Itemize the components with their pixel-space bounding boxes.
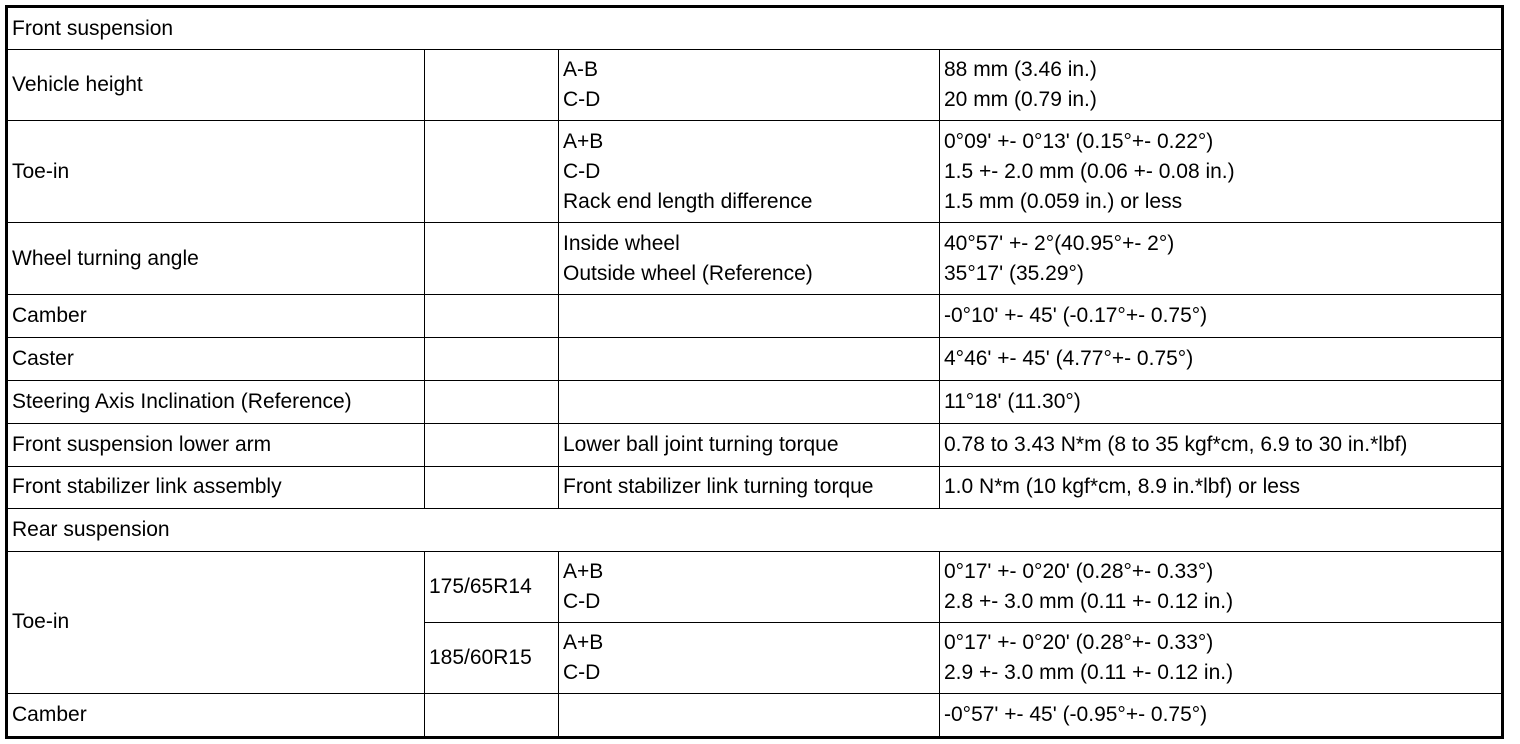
section-row-front	[7, 7, 1503, 50]
blank-cell	[559, 693, 940, 737]
table-row-front-toe-in	[7, 121, 1503, 223]
value-cell	[940, 121, 1503, 223]
table-row-front-camber	[7, 295, 1503, 338]
condition-line: A+B	[563, 129, 604, 153]
section-title-rear: Rear suspension	[7, 508, 1503, 551]
value-cell: 11°18' (11.30°)	[940, 381, 1503, 423]
condition-line: C-D	[563, 159, 601, 183]
condition-line: C-D	[563, 88, 601, 112]
blank-cell	[425, 295, 559, 338]
item-cell: Steering Axis Inclination (Reference)	[7, 381, 425, 423]
value-cell: 1.0 N*m (10 kgf*cm, 8.9 in.*lbf) or less	[940, 466, 1503, 508]
value-line: 2.8 +- 3.0 mm (0.11 +- 0.12 in.)	[944, 589, 1234, 613]
tire-size-cell: 175/65R14	[425, 551, 559, 622]
table-row-steering-axis	[7, 381, 1503, 423]
item-cell: Front suspension lower arm	[7, 423, 425, 466]
condition-cell	[559, 622, 940, 693]
blank-cell	[425, 121, 559, 223]
value-line: 20 mm (0.79 in.)	[944, 88, 1097, 112]
table-row-wheel-turning-angle	[7, 223, 1503, 295]
blank-cell	[559, 338, 940, 381]
table-row-stabilizer-link	[7, 466, 1503, 508]
blank-cell	[425, 338, 559, 381]
value-cell: 0.78 to 3.43 N*m (8 to 35 kgf*cm, 6.9 to 30 in.*lbf)	[940, 423, 1503, 466]
item-cell: Caster	[7, 338, 425, 381]
blank-cell	[425, 423, 559, 466]
blank-cell	[425, 223, 559, 295]
value-line: 0°17' +- 0°20' (0.28°+- 0.33°)	[944, 630, 1214, 654]
table-row-vehicle-height	[7, 50, 1503, 121]
blank-cell	[425, 381, 559, 423]
blank-cell	[425, 693, 559, 737]
condition-line: C-D	[563, 589, 601, 613]
value-line: 1.5 +- 2.0 mm (0.06 +- 0.08 in.)	[944, 159, 1235, 183]
condition-line: Inside wheel	[563, 231, 680, 255]
item-cell: Toe-in	[7, 121, 425, 223]
value-line: 2.9 +- 3.0 mm (0.11 +- 0.12 in.)	[944, 660, 1234, 684]
condition-line: Rack end length difference	[563, 189, 813, 213]
blank-cell	[425, 466, 559, 508]
item-cell: Wheel turning angle	[7, 223, 425, 295]
table-row-rear-camber	[7, 693, 1503, 737]
item-cell: Vehicle height	[7, 50, 425, 121]
value-cell	[940, 50, 1503, 121]
condition-cell	[559, 551, 940, 622]
value-line: 0°17' +- 0°20' (0.28°+- 0.33°)	[944, 559, 1214, 583]
value-line: 1.5 mm (0.059 in.) or less	[944, 189, 1183, 213]
blank-cell	[559, 381, 940, 423]
suspension-spec-table	[5, 5, 1504, 739]
section-row-rear	[7, 508, 1503, 551]
tire-size-cell: 185/60R15	[425, 622, 559, 693]
condition-line: C-D	[563, 660, 601, 684]
item-cell: Camber	[7, 295, 425, 338]
value-cell: -0°10' +- 45' (-0.17°+- 0.75°)	[940, 295, 1503, 338]
condition-cell	[559, 50, 940, 121]
item-cell: Front stabilizer link assembly	[7, 466, 425, 508]
condition-line: A+B	[563, 559, 604, 583]
value-cell: -0°57' +- 45' (-0.95°+- 0.75°)	[940, 693, 1503, 737]
value-line: 35°17' (35.29°)	[944, 261, 1084, 285]
condition-cell: Lower ball joint turning torque	[559, 423, 940, 466]
item-cell: Toe-in	[7, 551, 425, 693]
value-cell: 4°46' +- 45' (4.77°+- 0.75°)	[940, 338, 1503, 381]
condition-cell	[559, 223, 940, 295]
condition-line: A+B	[563, 630, 604, 654]
table-row-rear-toe-in-1	[7, 551, 1503, 622]
value-cell	[940, 551, 1503, 622]
item-cell: Camber	[7, 693, 425, 737]
value-line: 40°57' +- 2°(40.95°+- 2°)	[944, 231, 1175, 255]
section-title-front: Front suspension	[7, 7, 1503, 50]
value-line: 88 mm (3.46 in.)	[944, 58, 1097, 82]
table-row-caster	[7, 338, 1503, 381]
condition-cell	[559, 121, 940, 223]
blank-cell	[559, 295, 940, 338]
blank-cell	[425, 50, 559, 121]
condition-cell: Front stabilizer link turning torque	[559, 466, 940, 508]
value-cell	[940, 622, 1503, 693]
value-line: 0°09' +- 0°13' (0.15°+- 0.22°)	[944, 129, 1214, 153]
table-row-lower-arm	[7, 423, 1503, 466]
condition-line: Outside wheel (Reference)	[563, 261, 813, 285]
condition-line: A-B	[563, 58, 599, 82]
value-cell	[940, 223, 1503, 295]
